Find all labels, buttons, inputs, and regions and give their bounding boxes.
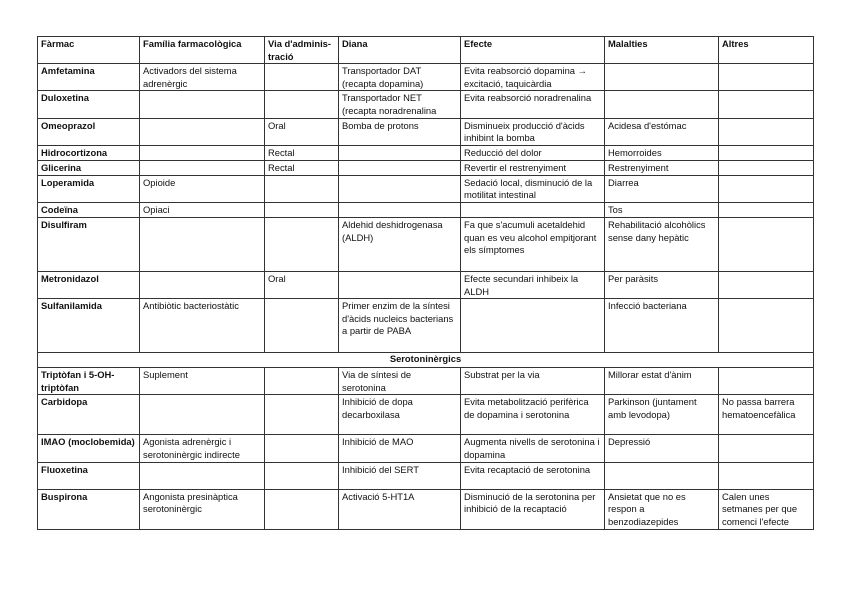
cell-other — [719, 271, 814, 298]
cell-disease — [605, 462, 719, 489]
cell-effect: Evita reabsorció noradrenalina — [461, 91, 605, 118]
cell-disease: Rehabilitació alcohòlics sense dany hepàtic — [605, 217, 719, 271]
cell-route — [265, 64, 339, 91]
cell-other — [719, 175, 814, 202]
cell-family: Opiaci — [140, 202, 265, 217]
cell-other — [719, 91, 814, 118]
cell-other: Calen unes setmanes per que comenci l'efecte — [719, 489, 814, 529]
header-cell: Malalties — [605, 37, 719, 64]
cell-target: Via de síntesi de serotonina — [339, 368, 461, 395]
cell-effect: Fa que s'acumuli acetaldehid quan es veu alcohol empitjorant els símptomes — [461, 217, 605, 271]
cell-disease: Diarrea — [605, 175, 719, 202]
cell-drug: Fluoxetina — [38, 462, 140, 489]
cell-family: Opioide — [140, 175, 265, 202]
cell-target — [339, 160, 461, 175]
cell-family — [140, 271, 265, 298]
cell-effect: Evita recaptació de serotonina — [461, 462, 605, 489]
cell-drug: Buspirona — [38, 489, 140, 529]
cell-drug: Hidrocortizona — [38, 145, 140, 160]
table-row — [38, 368, 814, 395]
cell-drug: Carbidopa — [38, 395, 140, 435]
section-serotonergic — [38, 353, 814, 368]
cell-other — [719, 368, 814, 395]
cell-drug: IMAO (moclobemida) — [38, 435, 140, 462]
table-row — [38, 489, 814, 529]
cell-route — [265, 175, 339, 202]
cell-drug: Duloxetina — [38, 91, 140, 118]
header-cell: Fàrmac — [38, 37, 140, 64]
cell-route — [265, 435, 339, 462]
table-row — [38, 118, 814, 145]
cell-route: Oral — [265, 271, 339, 298]
table-row — [38, 175, 814, 202]
cell-family — [140, 462, 265, 489]
cell-effect: Augmenta nivells de serotonina i dopamina — [461, 435, 605, 462]
cell-other — [719, 435, 814, 462]
table-row — [38, 271, 814, 298]
table-row — [38, 145, 814, 160]
cell-effect: Disminució de la serotonina per inhibició de la recaptació — [461, 489, 605, 529]
cell-disease — [605, 91, 719, 118]
cell-family — [140, 118, 265, 145]
cell-drug: Glicerina — [38, 160, 140, 175]
cell-drug: Disulfiram — [38, 217, 140, 271]
cell-target: Activació 5-HT1A — [339, 489, 461, 529]
table-body-general — [38, 64, 814, 353]
cell-target: Primer enzim de la síntesi d'àcids nucleics bacterians a partir de PABA — [339, 299, 461, 353]
cell-target — [339, 175, 461, 202]
header-row — [38, 37, 814, 64]
cell-family: Activadors del sistema adrenèrgic — [140, 64, 265, 91]
cell-route — [265, 462, 339, 489]
cell-other — [719, 118, 814, 145]
table-row — [38, 299, 814, 353]
cell-disease: Depressió — [605, 435, 719, 462]
cell-disease: Ansietat que no es respon a benzodiazepides — [605, 489, 719, 529]
cell-effect: Evita metabolització perifèrica de dopamina i serotonina — [461, 395, 605, 435]
cell-disease: Parkinson (juntament amb levodopa) — [605, 395, 719, 435]
cell-effect: Substrat per la via — [461, 368, 605, 395]
cell-target: Transportador NET (recapta noradrenalina — [339, 91, 461, 118]
cell-drug: Metronidazol — [38, 271, 140, 298]
section-row — [38, 353, 814, 368]
cell-disease: Per paràsits — [605, 271, 719, 298]
cell-route: Oral — [265, 118, 339, 145]
cell-other — [719, 202, 814, 217]
cell-target — [339, 145, 461, 160]
cell-route — [265, 91, 339, 118]
cell-target — [339, 202, 461, 217]
table-row — [38, 435, 814, 462]
cell-family — [140, 160, 265, 175]
cell-drug: Codeïna — [38, 202, 140, 217]
table-row — [38, 395, 814, 435]
cell-disease: Hemorroides — [605, 145, 719, 160]
cell-other — [719, 299, 814, 353]
cell-effect: Revertir el restrenyiment — [461, 160, 605, 175]
cell-effect — [461, 202, 605, 217]
cell-drug: Triptòfan i 5-OH-triptòfan — [38, 368, 140, 395]
cell-other — [719, 217, 814, 271]
table-row — [38, 202, 814, 217]
header-cell: Efecte — [461, 37, 605, 64]
cell-disease — [605, 64, 719, 91]
cell-effect: Disminueix producció d'àcids inhibint la bomba — [461, 118, 605, 145]
cell-drug: Loperamida — [38, 175, 140, 202]
cell-family — [140, 145, 265, 160]
table-row — [38, 64, 814, 91]
cell-route — [265, 217, 339, 271]
section-title: Serotoninèrgics — [38, 353, 814, 368]
header-cell: Família farmacològica — [140, 37, 265, 64]
cell-family — [140, 91, 265, 118]
cell-target: Inhibició de MAO — [339, 435, 461, 462]
cell-family — [140, 395, 265, 435]
cell-other — [719, 160, 814, 175]
cell-target: Bomba de protons — [339, 118, 461, 145]
table-row — [38, 462, 814, 489]
cell-effect: Efecte secundari inhibeix la ALDH — [461, 271, 605, 298]
cell-other — [719, 145, 814, 160]
cell-family: Agonista adrenèrgic i serotoninèrgic indirecte — [140, 435, 265, 462]
cell-disease: Acidesa d'estómac — [605, 118, 719, 145]
cell-route: Rectal — [265, 145, 339, 160]
table-row — [38, 91, 814, 118]
cell-drug: Omeoprazol — [38, 118, 140, 145]
cell-other: No passa barrera hematoencefàlica — [719, 395, 814, 435]
table-row — [38, 160, 814, 175]
cell-disease: Millorar estat d'ànim — [605, 368, 719, 395]
cell-route — [265, 299, 339, 353]
cell-drug: Sulfanilamida — [38, 299, 140, 353]
cell-route: Rectal — [265, 160, 339, 175]
cell-route — [265, 202, 339, 217]
header-cell: Diana — [339, 37, 461, 64]
cell-other — [719, 64, 814, 91]
cell-target: Aldehid deshidrogenasa (ALDH) — [339, 217, 461, 271]
header-cell: Via d'adminis-tració — [265, 37, 339, 64]
cell-family: Suplement — [140, 368, 265, 395]
cell-family — [140, 217, 265, 271]
table-body-serotonergic — [38, 368, 814, 529]
cell-route — [265, 395, 339, 435]
cell-disease: Tos — [605, 202, 719, 217]
cell-target — [339, 271, 461, 298]
cell-route — [265, 368, 339, 395]
cell-other — [719, 462, 814, 489]
cell-target: Transportador DAT (recapta dopamina) — [339, 64, 461, 91]
cell-route — [265, 489, 339, 529]
cell-family: Antibiòtic bacteriostàtic — [140, 299, 265, 353]
cell-disease: Restrenyiment — [605, 160, 719, 175]
cell-effect: Sedació local, disminució de la motilitat intestinal — [461, 175, 605, 202]
table-row — [38, 217, 814, 271]
cell-drug: Amfetamina — [38, 64, 140, 91]
pharmacology-table — [37, 36, 814, 530]
cell-effect — [461, 299, 605, 353]
cell-target: Inhibició de dopa decarboxilasa — [339, 395, 461, 435]
header-cell: Altres — [719, 37, 814, 64]
cell-family: Angonista presinàptica serotoninèrgic — [140, 489, 265, 529]
cell-effect: Reducció del dolor — [461, 145, 605, 160]
cell-target: Inhibició del SERT — [339, 462, 461, 489]
cell-disease: Infecció bacteriana — [605, 299, 719, 353]
cell-effect: Evita reabsorció dopamina → excitació, taquicàrdia — [461, 64, 605, 91]
